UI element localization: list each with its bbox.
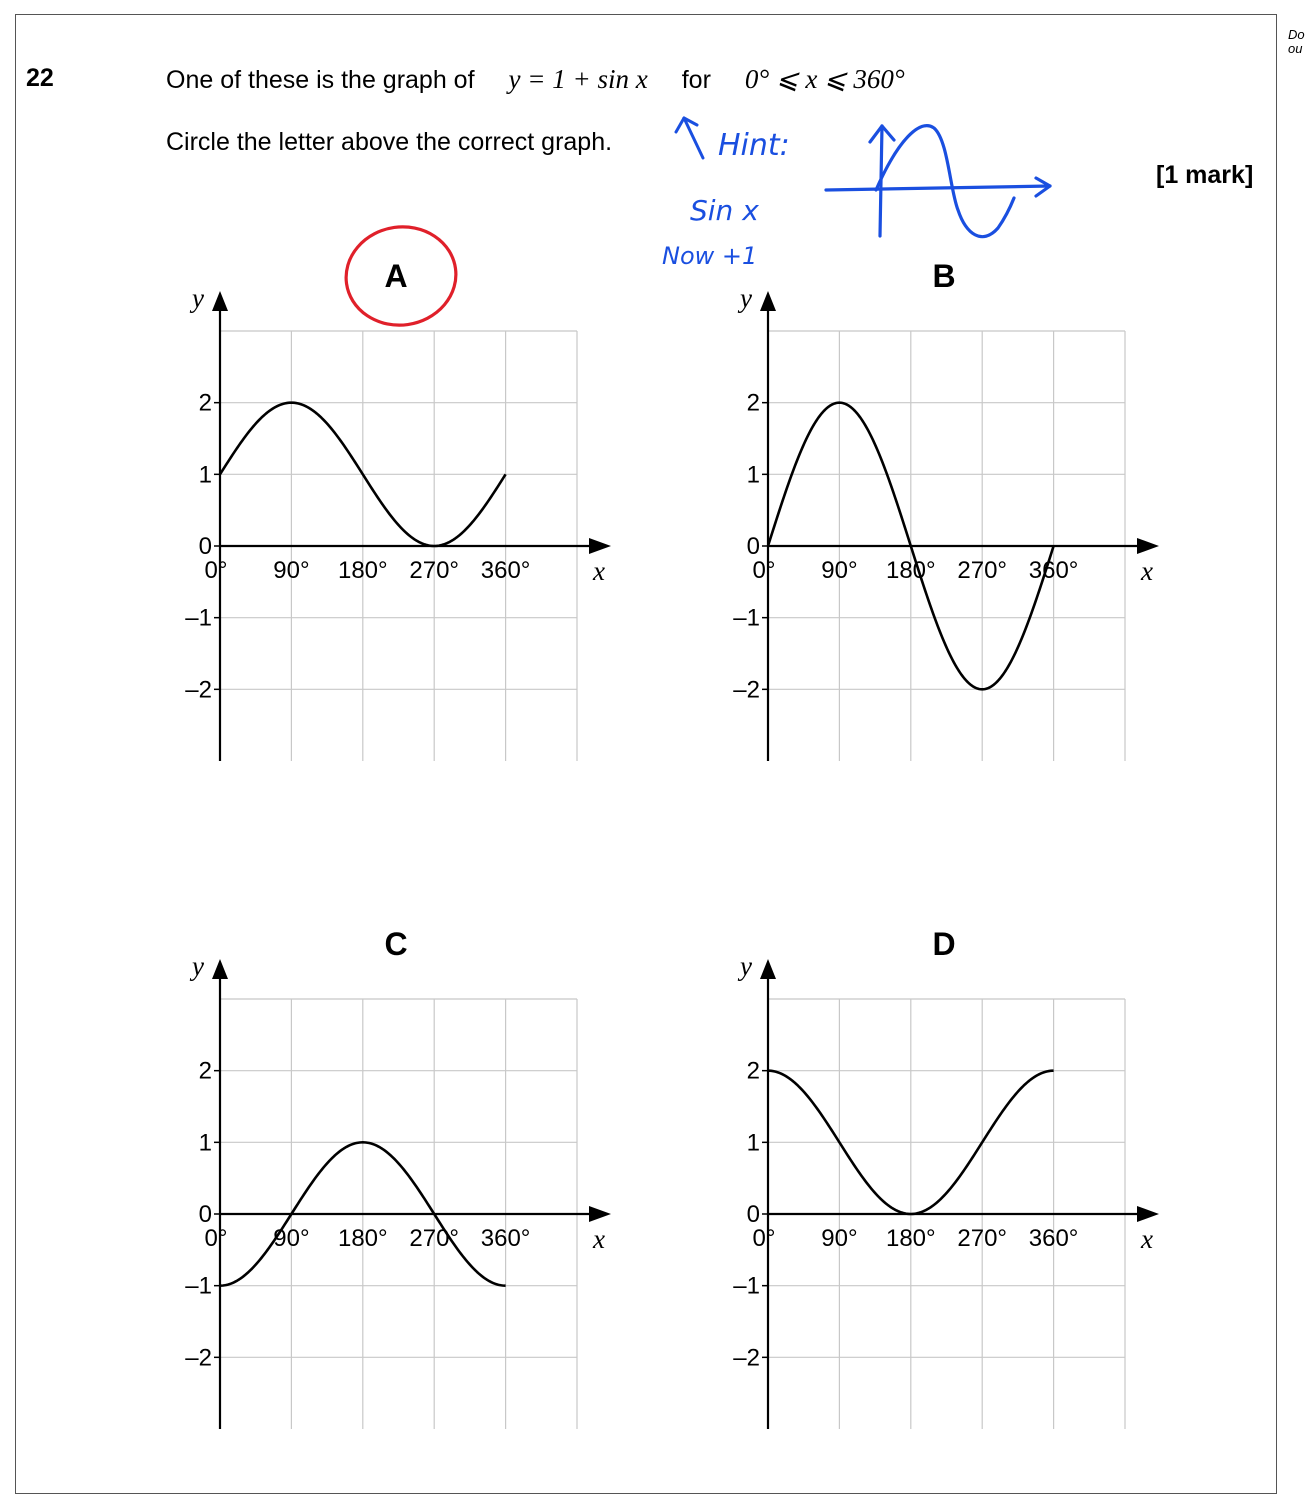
y-tick-label: 1	[746, 461, 760, 489]
question-text: One of these is the graph of y = 1 + sin x for 0° ⩽ x ⩽ 360°	[166, 64, 905, 94]
y-tick-label: 0	[746, 533, 760, 560]
x-tick-label: 90°	[821, 1225, 858, 1252]
option-label-a[interactable]: A	[384, 258, 408, 294]
y-axis-label: y	[740, 951, 752, 981]
y-tick-label: 0	[746, 1201, 760, 1228]
y-tick-label: –1	[185, 1272, 212, 1300]
y-axis-label: y	[192, 283, 204, 313]
y-tick-label: 0	[198, 533, 212, 560]
x-tick-label: 180°	[885, 557, 936, 584]
y-tick-label: 2	[198, 1057, 212, 1085]
x-tick-label: 270°	[957, 557, 1008, 584]
x-tick-label: 0°	[204, 1225, 228, 1252]
x-axis-label: x	[593, 556, 605, 586]
y-axis-label: y	[192, 951, 204, 981]
y-tick-label: 2	[198, 389, 212, 417]
y-tick-label: –2	[185, 676, 212, 704]
x-tick-label: 360°	[1028, 557, 1079, 584]
hint-line-plus-one: Now +1	[662, 242, 758, 270]
instruction-text: Circle the letter above the correct graph.	[166, 128, 613, 156]
hint-sine-sketch	[826, 126, 1050, 237]
x-tick-label: 180°	[885, 1225, 936, 1252]
y-tick-label: 1	[198, 461, 212, 489]
y-tick-label: –2	[733, 1344, 760, 1372]
hint-line-sinx: Sin x	[690, 194, 759, 227]
question-number: 22	[26, 64, 54, 92]
option-label-b[interactable]: B	[932, 258, 956, 294]
equation: y = 1 + sin x	[508, 64, 648, 94]
y-tick-label: –2	[733, 676, 760, 704]
y-tick-label: 2	[746, 389, 760, 417]
x-tick-label: 90°	[821, 557, 858, 584]
y-tick-label: 1	[198, 1129, 212, 1157]
y-tick-label: –1	[733, 604, 760, 632]
x-tick-label: 360°	[1028, 1225, 1079, 1252]
option-label-c[interactable]: C	[384, 926, 408, 962]
y-tick-label: 0	[198, 1201, 212, 1228]
y-tick-label: –1	[185, 604, 212, 632]
x-tick-label: 90°	[273, 557, 310, 584]
y-axis-label: y	[740, 283, 752, 313]
x-tick-label: 270°	[957, 1225, 1008, 1252]
x-tick-label: 90°	[273, 1225, 310, 1252]
option-label-d[interactable]: D	[932, 926, 956, 962]
y-tick-label: 1	[746, 1129, 760, 1157]
y-tick-label: 2	[746, 1057, 760, 1085]
x-tick-label: 270°	[409, 1225, 460, 1252]
y-tick-label: –1	[733, 1272, 760, 1300]
x-tick-label: 0°	[752, 557, 776, 584]
margin-note: Do ou	[1288, 27, 1305, 56]
marks-label: [1 mark]	[1156, 161, 1254, 189]
y-tick-label: –2	[185, 1344, 212, 1372]
x-tick-label: 180°	[337, 557, 388, 584]
answer-circle	[340, 220, 463, 332]
x-axis-label: x	[593, 1224, 605, 1254]
x-axis-label: x	[1141, 1224, 1153, 1254]
x-tick-label: 0°	[752, 1225, 776, 1252]
domain-range: 0° ⩽ x ⩽ 360°	[744, 64, 905, 94]
hint-label: Hint:	[718, 128, 790, 163]
hint-arrow-icon	[676, 118, 703, 158]
x-tick-label: 270°	[409, 557, 460, 584]
x-tick-label: 0°	[204, 557, 228, 584]
x-tick-label: 360°	[480, 1225, 531, 1252]
x-tick-label: 180°	[337, 1225, 388, 1252]
x-tick-label: 360°	[480, 557, 531, 584]
x-axis-label: x	[1141, 556, 1153, 586]
